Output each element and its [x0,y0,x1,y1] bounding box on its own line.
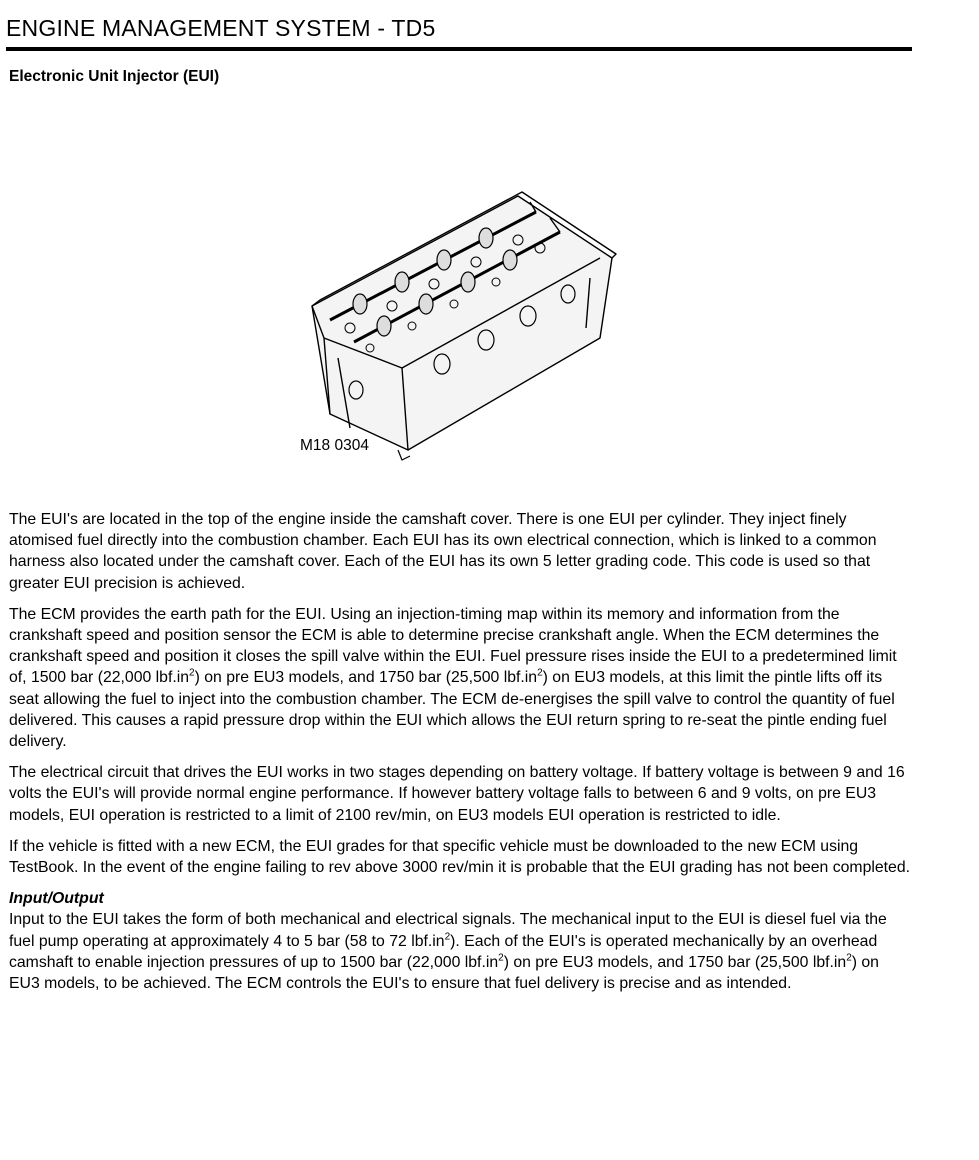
page-header [6,14,912,42]
text-run: ). Each of the EUI's is operated mechanically by an overhead camshaft to enable injection pressures of up to 1500 bar (22,000 lbf.in [9,932,878,971]
header-rule [6,47,912,51]
figure-label: M18 0304 [300,437,369,454]
superscript: 2 [498,952,504,964]
text-run: ) on EU3 models, to be achieved. The ECM controls the EUI's to ensure that fuel delivery is precise and as intended. [9,953,879,993]
superscript: 2 [189,668,195,680]
paragraph-location: The EUI's are located in the top of the engine inside the camshaft cover. There is one EUI per cylinder. They inject finely atomised fuel directly into the combustion chamber. Each EUI has its own electrical connection, which is linked to a common harness also located under the camshaft cover. Each of the EUI has its own 5 letter grading code. This code is used so that greater EUI precision is achieved. [9,511,877,592]
input-output-heading: Input/Output [9,890,104,908]
text-run: ) on pre EU3 models, and 1750 bar (25,500 lbf.in [194,669,538,687]
paragraph-electrical-circuit: The electrical circuit that drives the EUI works in two stages depending on battery voltage. If battery voltage is between 9 and 16 volts the EUI's will provide normal engine performance. If however battery voltage falls to between 6 and 9 volts, on pre EU3 models, EUI operation is restricted to a limit of 2100 rev/min, on EU3 models EUI operation is restricted to idle. [9,764,905,824]
text-run: Input to the EUI takes the form of both mechanical and electrical signals. The mechanical input to the EUI is diesel fuel via the fuel pump operating at approximately 4 to 5 bar (58 to 72 lbf.in [9,911,887,950]
body-text [9,509,914,1004]
superscript: 2 [444,931,451,943]
paragraph-ecm-operation [9,604,914,752]
text-run: The ECM provides the earth path for the EUI. Using an injection-timing map within its memory and information from the crankshaft speed and position sensor the ECM is able to determine precise crankshaft angle. When the ECM determines the crankshaft speed and position it closes the spill valve within the EUI. Fuel pressure rises inside the EUI to a predetermined limit of, 1500 bar (22,000 lbf.in [9,605,897,687]
section-title: Electronic Unit Injector (EUI) [9,68,220,85]
engine-cylinder-head-illustration [290,188,630,464]
paragraph-input-output [9,909,914,994]
engine-illustration-icon [290,188,630,464]
superscript: 2 [537,668,543,680]
page-title: ENGINE MANAGEMENT SYSTEM - TD5 [6,15,436,41]
superscript: 2 [846,952,852,964]
paragraph-new-ecm: If the vehicle is fitted with a new ECM, the EUI grades for that specific vehicle must be downloaded to the new ECM using TestBook. In the event of the engine failing to rev above 3000 rev/min it is probable that the EUI grading has not been completed. [9,837,910,877]
text-run: ) on EU3 models, at this limit the pintle lifts off its seat allowing the fuel to inject into the combustion chamber. The ECM de-energises the spill valve to control the quantity of fuel delivered. This causes a rapid pressure drop within the EUI which allows the EUI return spring to re-seat the pintle ending fuel delivery. [9,669,895,751]
text-run: ) on pre EU3 models, and 1750 bar (25,500 lbf.in [503,953,847,971]
